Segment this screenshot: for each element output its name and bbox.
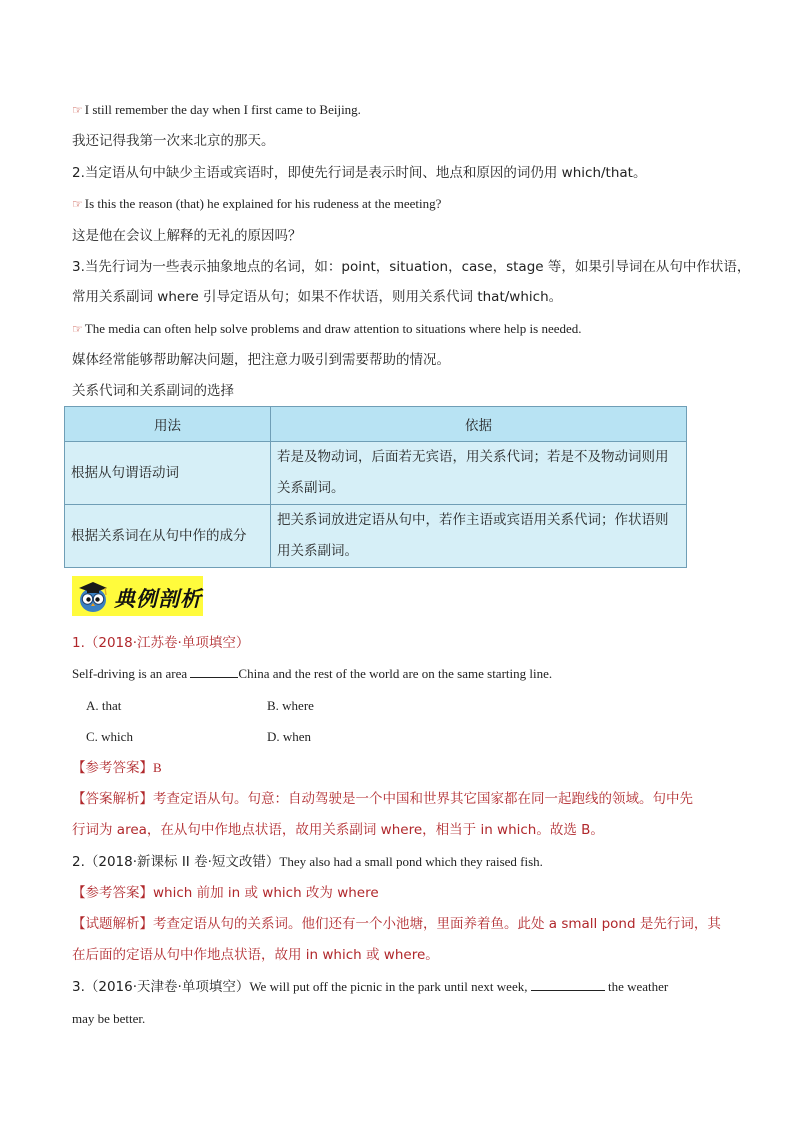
q1-stem-start: Self-driving is an area (72, 666, 191, 681)
q1-option-d: D. when (267, 729, 312, 744)
table-row (65, 505, 687, 568)
answer-value: which 前加 in 或 which 改为 where (153, 885, 379, 901)
answer-label: 【参考答案】 (72, 760, 153, 776)
q1-option-b: B. where (267, 698, 314, 713)
table-header-row (65, 407, 687, 442)
table-cell-rule-line: 用关系副词。 (277, 543, 358, 559)
q3-line-2: may be better. (72, 1011, 146, 1026)
q2-source: 2.（2018·新课标 II 卷·短文改错） (72, 854, 280, 870)
q1-stem-end: China and the rest of the world are on the same starting line. (238, 666, 553, 681)
section-banner (72, 576, 203, 616)
usage-table (64, 406, 687, 568)
q3-line-1 (72, 977, 668, 997)
analysis-text: 考查定语从句的关系词。他们还有一个小池塘，里面养着鱼。此处 a small pond 是先行词，其 (153, 916, 721, 932)
answer-blank (190, 665, 238, 678)
q1-answer (72, 758, 162, 778)
banner-title: 典例剖析 (114, 586, 202, 611)
graduate-owl-icon (76, 579, 110, 613)
table-title: 关系代词和关系副词的选择 (72, 383, 234, 399)
example-1-en (72, 100, 361, 120)
answer-label: 【参考答案】 (72, 885, 153, 901)
example-2-en (72, 194, 441, 214)
analysis-label: 【答案解析】 (72, 791, 153, 807)
table-cell-rule (271, 505, 687, 568)
q1-source: 1.（2018·江苏卷·单项填空） (72, 635, 250, 651)
table-cell-rule (271, 442, 687, 505)
pointing-hand-icon: ☞ (72, 103, 83, 117)
rule-3-line-2: 常用关系副词 where 引导定语从句；如果不作状语，则用关系代词 that/which。 (72, 289, 563, 305)
q1-option-a: A. that (86, 698, 122, 713)
example-1-cn: 我还记得我第一次来北京的那天。 (72, 133, 275, 149)
q3-stem-start: We will put off the picnic in the park until next week, (249, 979, 531, 994)
table-cell-rule-line: 若是及物动词，后面若无宾语，用关系代词；若是不及物动词则用 (277, 449, 669, 465)
example-3-en (72, 319, 582, 339)
table-cell-basis: 根据关系词在从句中作的成分 (65, 505, 271, 568)
table-row (65, 442, 687, 505)
q3-stem-end: the weather (604, 979, 669, 994)
table-cell-basis: 根据从句谓语动词 (65, 442, 271, 505)
q1-option-c: C. which (86, 729, 133, 744)
rule-3-line-1: 3.当先行词为一些表示抽象地点的名词，如：point，situation，case，stage 等，如果引导词在从句中作状语， (72, 259, 751, 275)
q1-stem (72, 664, 552, 684)
analysis-text: 考查定语从句。句意：自动驾驶是一个中国和世界其它国家都在同一起跑线的领域。句中先 (153, 791, 693, 807)
q2-analysis-line-1 (72, 914, 721, 934)
q2-answer (72, 883, 379, 903)
q2-line (72, 852, 543, 872)
example-2-cn: 这是他在会议上解释的无礼的原因吗？ (72, 228, 302, 244)
q3-source: 3.（2016·天津卷·单项填空） (72, 979, 250, 995)
q1-analysis-line-1 (72, 789, 693, 809)
table-cell-rule-line: 把关系词放进定语从句中，若作主语或宾语用关系代词；作状语则 (277, 512, 669, 528)
answer-blank (531, 978, 605, 991)
table-cell-rule-line: 关系副词。 (277, 480, 345, 496)
table-header-usage: 用法 (65, 407, 271, 442)
pointing-hand-icon: ☞ (72, 322, 83, 336)
analysis-label: 【试题解析】 (72, 916, 153, 932)
example-1-en-text: I still remember the day when I first came to Beijing. (84, 102, 361, 117)
answer-value: B (153, 760, 162, 775)
pointing-hand-icon: ☞ (72, 197, 83, 211)
q2-stem: They also had a small pond which they raised fish. (279, 854, 543, 869)
q2-analysis-line-2: 在后面的定语从句中作地点状语，故用 in which 或 where。 (72, 947, 439, 963)
example-3-en-text: The media can often help solve problems and draw attention to situations where help is needed. (84, 321, 582, 336)
table-header-basis: 依据 (271, 407, 687, 442)
example-3-cn: 媒体经常能够帮助解决问题，把注意力吸引到需要帮助的情况。 (72, 352, 450, 368)
example-2-en-text: Is this the reason (that) he explained for his rudeness at the meeting? (84, 196, 442, 211)
q1-analysis-line-2: 行词为 area，在从句中作地点状语，故用关系副词 where，相当于 in which。故选 B。 (72, 822, 604, 838)
rule-2: 2.当定语从句中缺少主语或宾语时，即使先行词是表示时间、地点和原因的词仍用 which/that。 (72, 165, 647, 181)
